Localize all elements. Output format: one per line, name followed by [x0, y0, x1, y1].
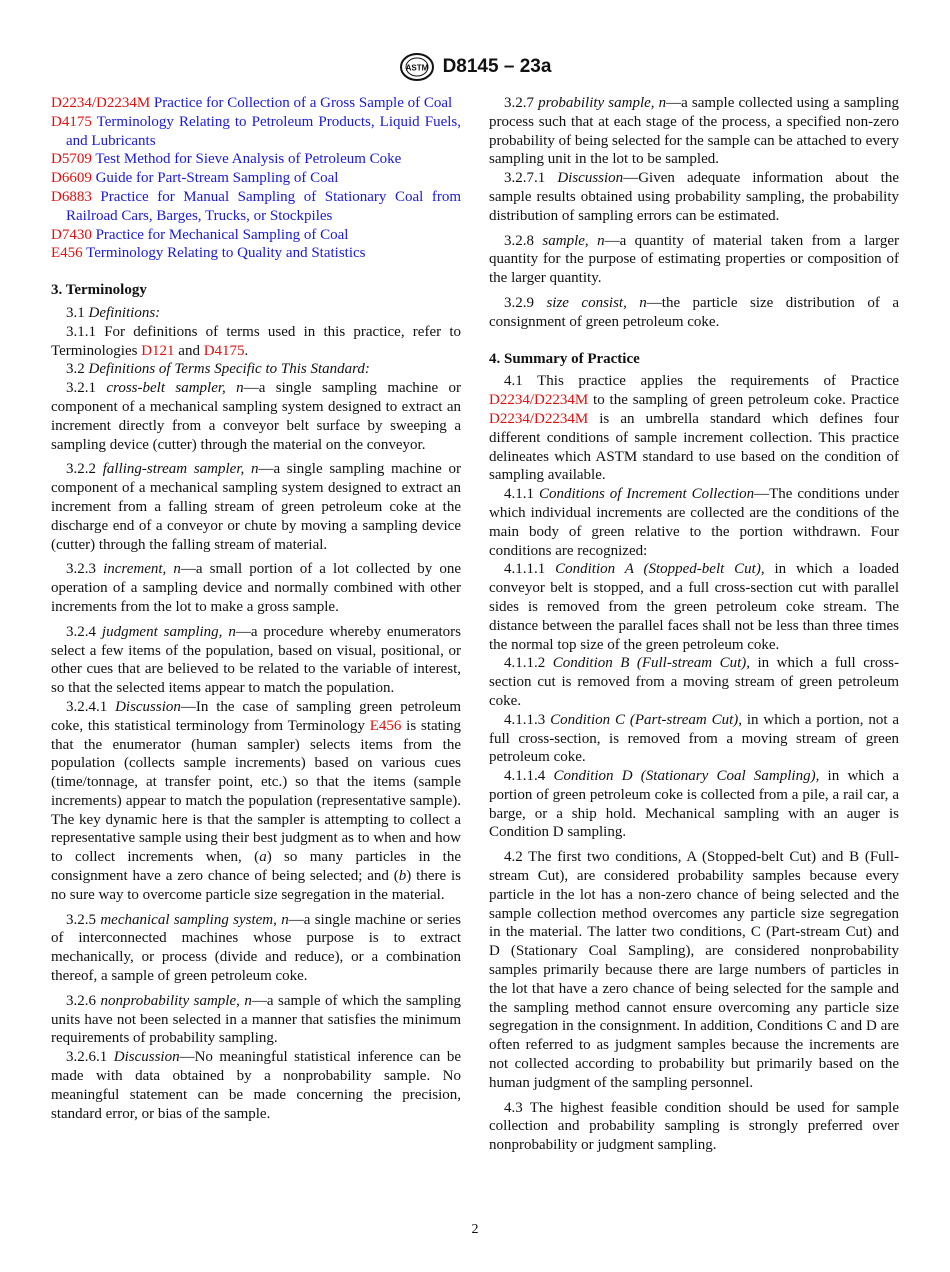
astm-logo-icon [399, 52, 435, 82]
reference-link[interactable]: D2234/D2234M [489, 410, 589, 427]
definition-3-2-9: 3.2.9 size consist, n—the particle size distribution of a consignment of green petroleum coke. [489, 294, 899, 330]
reference-item [51, 226, 461, 245]
discussion-3-2-7-1: 3.2.7.1 Discussion—Given adequate information about the sample results obtained using probability sampling, the probability distribution of sampling errors can be estimated. [489, 170, 899, 224]
reference-link[interactable]: E456 [369, 717, 402, 734]
reference-title[interactable]: Terminology Relating to Quality and Statistics [86, 245, 366, 262]
page-number: 2 [471, 1222, 479, 1237]
reference-item [51, 169, 461, 188]
definition-3-2-1: 3.2.1 cross-belt sampler, n—a single sampling machine or component of a mechanical sampling system designed to extract an increment directly from a conveyor belt surface by sweeping a sampling device (cutter) through the material on the conveyor. [51, 380, 462, 453]
document-designation: D8145 – 23a [442, 56, 552, 77]
paragraph-4-1: 4.1 This practice applies the requirements of Practice D2234/D2234M to the sampling of green petroleum coke. Practice D2234/D2234M is an umbrella standard which defines four different conditions of sample increment collection. This practice delineates which ASTM standard to use based on the condition of sampling available. [489, 373, 899, 484]
reference-item [51, 244, 461, 263]
discussion-3-2-4-1: 3.2.4.1 Discussion—In the case of sampling green petroleum coke, this statistical terminology from Terminology E456 is stating that the enumerator (human sampler) selects items from the population (collects sample increments) based on various cues (time/tonnage, at transfer point, etc.) so that the items (sample increments) appear to match the population (representative sample). The key dynamic here is that the sampler is attempting to collect a representative sample using their best judgment as to when and how to collect increments when, (a) so many particles in the consignment have a zero chance of being selected; and (b) there is no sure way to overcome particle size segregation in the material. [51, 698, 462, 903]
reference-code[interactable]: D4175 [51, 113, 92, 130]
reference-title[interactable]: Terminology Relating to Petroleum Products, Liquid Fuels, and Lubricants [66, 113, 462, 149]
left-column [51, 94, 461, 1123]
reference-code[interactable]: E456 [51, 245, 83, 262]
reference-item [51, 150, 461, 169]
right-column [489, 94, 899, 1155]
section-heading-summary: 4. Summary of Practice [489, 350, 640, 367]
definition-3-2-6: 3.2.6 nonprobability sample, n—a sample of which the sampling units have not been selected in a manner that satisfies the minimum requirements of probability sampling. [51, 992, 462, 1047]
page-header [0, 52, 950, 82]
reference-title[interactable]: Practice for Manual Sampling of Stationary Coal from Railroad Cars, Barges, Trucks, or Stockpiles [66, 188, 462, 224]
section-heading-terminology: 3. Terminology [51, 282, 147, 299]
reference-code[interactable]: D6609 [51, 170, 92, 187]
paragraph-4-1-1-2: 4.1.1.2 Condition B (Full-stream Cut), in which a full cross-section cut is removed from a moving stream of green petroleum coke. [489, 655, 900, 709]
reference-link[interactable]: D2234/D2234M [489, 392, 589, 409]
paragraph-3-2: 3.2 Definitions of Terms Specific to This Standard: [66, 361, 370, 378]
reference-code[interactable]: D2234/D2234M [51, 95, 151, 111]
reference-item [51, 94, 461, 113]
reference-code[interactable]: D5709 [51, 151, 92, 168]
reference-link[interactable]: D4175 [203, 342, 245, 359]
paragraph-4-3: 4.3 The highest feasible condition should be used for sample collection and probability sampling is strongly preferred over nonprobability or judgment sampling. [489, 1099, 899, 1154]
discussion-3-2-6-1: 3.2.6.1 Discussion—No meaningful statistical inference can be made with data obtained by a nonprobability sample. No meaningful statement can be made concerning the precision, standard error, or bias of the sample. [51, 1049, 462, 1122]
svg-text:ASTM: ASTM [405, 63, 428, 73]
reference-code[interactable]: D7430 [51, 226, 92, 243]
definition-3-2-8: 3.2.8 sample, n—a quantity of material taken from a larger quantity for the purpose of estimating properties or composition of the larger quantity. [489, 232, 899, 287]
reference-link[interactable]: D121 [141, 342, 175, 359]
reference-title[interactable]: Practice for Collection of a Gross Sample of Coal [153, 95, 453, 111]
definition-3-2-4: 3.2.4 judgment sampling, n—a procedure whereby enumerators select a few items of the population, based on visual, positional, or other cues that are believed to be related to the variable of interest, so that the selected items appear to match the population. [51, 623, 461, 697]
paragraph-3-1-1: 3.1.1 For definitions of terms used in this practice, refer to Terminologies D121 and D4175. [51, 323, 461, 359]
reference-title[interactable]: Guide for Part-Stream Sampling of Coal [95, 170, 339, 187]
reference-title[interactable]: Practice for Mechanical Sampling of Coal [95, 226, 349, 243]
definition-3-2-5: 3.2.5 mechanical sampling system, n—a single machine or series of interconnected machines whose purpose is to extract mechanically, or process (divide and reduce), or a combination thereof, a sample of green petroleum coke. [51, 911, 462, 985]
paragraph-4-1-1: 4.1.1 Conditions of Increment Collection—The conditions under which individual increments are collected are the conditions of the main body of green relative to the portion withdrawn. Four conditions are recognized: [489, 486, 899, 559]
definition-3-2-2: 3.2.2 falling-stream sampler, n—a single sampling machine or component of a mechanical sampling system designed to extract an increment from a falling stream of green petroleum coke at the discharge end of a conveyor or chute by moving a sampling device (cutter) through the falling stream of material. [51, 461, 462, 553]
reference-item [51, 113, 461, 151]
paragraph-4-1-1-3: 4.1.1.3 Condition C (Part-stream Cut), in which a portion, not a full cross-section, is removed from a moving stream of green petroleum coke. [489, 711, 900, 766]
reference-item [51, 188, 461, 226]
definition-3-2-3: 3.2.3 increment, n—a small portion of a lot collected by one operation of a sampling device and normally combined with other increments from the lot to make a gross sample. [51, 561, 462, 615]
paragraph-4-1-1-4: 4.1.1.4 Condition D (Stationary Coal Sampling), in which a portion of green petroleum coke is collected from a pile, a rail car, a barge, or a ship hold. Mechanical sampling with an auger is Condition D sampling. [489, 768, 900, 841]
paragraph-4-1-1-1: 4.1.1.1 Condition A (Stopped-belt Cut), in which a loaded conveyor belt is stopped, and a full cross-section cut with parallel sides is removed from the green petroleum coke stream. The distance between the parallel faces shall not be less than three times the normal top size of the green petroleum coke. [489, 561, 900, 653]
reference-title[interactable]: Test Method for Sieve Analysis of Petroleum Coke [95, 151, 402, 168]
reference-code[interactable]: D6883 [51, 188, 92, 205]
paragraph-4-2: 4.2 The first two conditions, A (Stopped-belt Cut) and B (Full-stream Cut), are considered probability samples because every particle in the lot has a non-zero chance of being selected and the sample collection method overcomes any particle size segregation in the material. The latter two conditions, C (Part-stream Cut) and D (Stationary Coal Sampling), are considered nonprobability samples primarily because there are large numbers of particles in the lot that have a zero chance of being selected for the sample and the sampling method cannot ensure overcoming any particle size segregation in the consignment. In addition, Conditions C and D are often referred to as judgment samples because the increments are not collected according to probability but primarily based on the human judgment of the sampling personnel. [489, 849, 899, 1091]
paragraph-3-1: 3.1 Definitions: [66, 304, 161, 321]
definition-3-2-7: 3.2.7 probability sample, n—a sample collected using a sampling process such that at each stage of the process, a specified non-zero probability of being selected for the sample can be attached to every sampling unit in the lot to be sampled. [489, 95, 899, 168]
